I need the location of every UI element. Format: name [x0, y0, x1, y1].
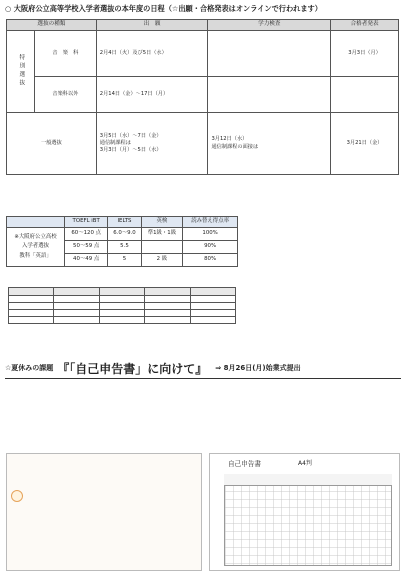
- table-cell: [54, 317, 99, 324]
- table-header-cell: [9, 288, 54, 296]
- header-eiken: 英検: [141, 217, 183, 228]
- table-cell: [99, 310, 144, 317]
- table-cell: 60～120 点: [65, 228, 108, 241]
- table-cell: 40～49 点: [65, 254, 108, 267]
- table-cell: [54, 296, 99, 303]
- table-header-row: [7, 20, 399, 31]
- homework-deadline: ⇒ 8月26日(月)始業式提出: [215, 364, 301, 373]
- application-cell: 2月4日（火）及び5日（水）: [96, 31, 208, 77]
- table-cell: [141, 241, 183, 254]
- score-caption-line: 教科「英語」: [19, 252, 52, 259]
- table-cell: [190, 303, 235, 310]
- table-cell: [9, 296, 54, 303]
- table-cell: [190, 310, 235, 317]
- table-cell: [99, 303, 144, 310]
- form-grid-header: [224, 474, 392, 486]
- header-rate: 読み替え得点率: [183, 217, 238, 228]
- exam-cell: [208, 77, 331, 113]
- header-toefl: TOEFL iBT: [65, 217, 108, 228]
- table-header-row: [9, 288, 236, 296]
- application-line: 3月5日（水）～7日（金）: [99, 132, 162, 139]
- application-line: 3月3日（月）～5日（水）: [99, 147, 162, 153]
- table-cell: 90%: [183, 241, 238, 254]
- table-row: [7, 113, 399, 175]
- table-cell: [145, 317, 190, 324]
- homework-prefix: ☆夏休みの課題: [5, 364, 54, 373]
- result-cell: 3月3日（月）: [331, 31, 399, 77]
- table-row: [7, 77, 399, 113]
- table-cell: [99, 317, 144, 324]
- table-header-row: [7, 217, 238, 228]
- smiley-face-icon: [11, 490, 23, 502]
- exam-line: 3月12日（水）: [211, 136, 248, 143]
- table-cell: [145, 296, 190, 303]
- schedule-table: [6, 19, 399, 175]
- table-row: [7, 228, 238, 241]
- divider: [5, 378, 401, 379]
- header-exam: 学力検査: [208, 20, 331, 31]
- score-caption-line: 入学者選抜: [22, 243, 49, 250]
- form-size: A4判: [298, 460, 312, 467]
- handout-photo-left: [6, 453, 202, 571]
- special-selection-cell: [7, 31, 35, 113]
- table-header-cell: [99, 288, 144, 296]
- table-row: [9, 296, 236, 303]
- header-ielts: IELTS: [108, 217, 141, 228]
- table-cell: [9, 303, 54, 310]
- table-cell: [190, 317, 235, 324]
- exam-line: 通信制課程の面接は: [211, 143, 259, 150]
- score-caption-line: ※大阪府公立高校: [14, 234, 57, 241]
- subject-cell: 音楽科以外: [34, 77, 96, 113]
- table-cell: 50～59 点: [65, 241, 108, 254]
- table-header-cell: [190, 288, 235, 296]
- plan-table: [8, 287, 236, 324]
- exam-cell: [208, 31, 331, 77]
- header-empty: [7, 217, 65, 228]
- table-cell: 2 級: [141, 254, 183, 267]
- exam-cell: [208, 113, 331, 175]
- table-cell: 準1級・1級: [141, 228, 183, 241]
- table-cell: [99, 296, 144, 303]
- result-cell: 3月21日（金）: [331, 113, 399, 175]
- table-cell: [9, 310, 54, 317]
- subject-cell: 音 楽 科: [34, 31, 96, 77]
- header-result: 合格者発表: [331, 20, 399, 31]
- header-application: 出 願: [96, 20, 208, 31]
- homework-heading: [5, 360, 401, 378]
- table-cell: [190, 296, 235, 303]
- score-caption-cell: [7, 228, 65, 267]
- table-cell: 100%: [183, 228, 238, 241]
- header-type: 選抜の種類: [7, 20, 97, 31]
- subject-cell: 一般選抜: [7, 113, 97, 175]
- table-row: [9, 310, 236, 317]
- table-cell: [54, 310, 99, 317]
- table-header-cell: [145, 288, 190, 296]
- table-row: [7, 31, 399, 77]
- table-cell: [145, 310, 190, 317]
- table-row: [9, 303, 236, 310]
- form-grid: [224, 474, 392, 566]
- application-cell: 2月14日（金）～17日（月）: [96, 77, 208, 113]
- section-title: ○ 大阪府公立高等学校入学者選抜の本年度の日程（☆出願・合格発表はオンラインで行われます）: [5, 4, 322, 13]
- application-line: 通信制課程は: [99, 139, 131, 146]
- table-row: [9, 317, 236, 324]
- table-cell: 5: [108, 254, 141, 267]
- score-conversion-table: [6, 216, 238, 267]
- result-cell: [331, 77, 399, 113]
- form-title: 自己申告書: [228, 460, 261, 468]
- table-cell: 80%: [183, 254, 238, 267]
- table-cell: 6.0～9.0: [108, 228, 141, 241]
- table-header-cell: [54, 288, 99, 296]
- homework-title: 『「自己申告書」に向けて』: [57, 361, 208, 376]
- table-cell: [145, 303, 190, 310]
- table-cell: [54, 303, 99, 310]
- special-selection-label: 特別選抜: [18, 54, 25, 89]
- table-cell: 5.5: [108, 241, 141, 254]
- handout-photo-right: [209, 453, 400, 571]
- table-cell: [9, 317, 54, 324]
- application-cell: [96, 113, 208, 175]
